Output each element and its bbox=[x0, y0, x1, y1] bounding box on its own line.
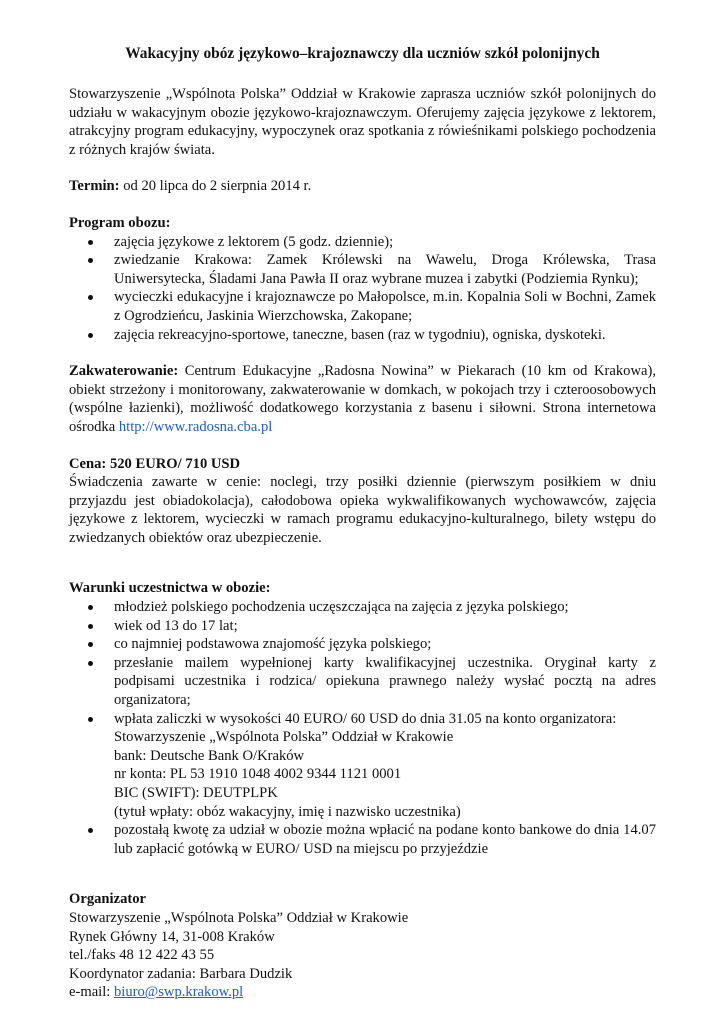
warunki-item: wiek od 13 do 17 lat; bbox=[69, 617, 656, 636]
bullet-icon bbox=[88, 333, 93, 338]
zakwaterowanie-label: Zakwaterowanie: bbox=[69, 363, 179, 380]
warunki-item: pozostałą kwotę za udział w obozie można wpłacić na podane konto bankowe do dnia 14.07 lub zapłacić gotówką w EURO/ USD na miejscu po przyjeździe bbox=[69, 821, 656, 858]
warunki-item: młodzież polskiego pochodzenia uczęszczająca na zajęcia z języka polskiego; bbox=[69, 598, 656, 617]
bank-swift: BIC (SWIFT): DEUTPLPK bbox=[114, 785, 278, 801]
warunki-item: co najmniej podstawowa znajomość języka polskiego; bbox=[69, 635, 656, 654]
warunki-heading: Warunki uczestnictwa w obozie: bbox=[69, 580, 271, 597]
intro-paragraph: Stowarzyszenie „Wspólnota Polska” Oddział w Krakowie zaprasza uczniów szkół polonijnych do udziału w wakacyjnym obozie językowo-krajoznawczym. Oferujemy zajęcia językowe z lektorem, atrakcyjny program edukacyjny, wypoczynek oraz spotkania z rówieśnikami polskiego pochodzenia z różnych krajów świata. bbox=[69, 86, 656, 158]
organizator-email-line bbox=[69, 983, 656, 1002]
bullet-icon bbox=[88, 642, 93, 647]
bullet-icon bbox=[88, 661, 93, 666]
bank-account-holder: Stowarzyszenie „Wspólnota Polska” Oddział w Krakowie bbox=[114, 729, 454, 746]
bullet-icon bbox=[88, 717, 93, 722]
email-link[interactable]: biuro@swp.krakow.pl bbox=[113, 984, 244, 1001]
document-title: Wakacyjny obóz językowo–krajoznawczy dla uczniów szkół polonijnych bbox=[125, 45, 600, 62]
bullet-icon bbox=[88, 605, 93, 610]
program-list bbox=[69, 233, 656, 345]
warunki-item: przesłanie mailem wypełnionej karty kwalifikacyjnej uczestnika. Oryginał karty z podpisami uczestnika i rodzica/ opiekuna prawnego należy wysłać pocztą na adres organizatora; bbox=[69, 654, 656, 710]
program-item: zajęcia rekreacyjno-sportowe, taneczne, basen (raz w tygodniu), ogniska, dyskoteki. bbox=[69, 326, 656, 345]
organizator-address: Rynek Główny 14, 31-008 Kraków bbox=[69, 928, 275, 945]
bullet-icon bbox=[88, 240, 93, 245]
document-content bbox=[69, 44, 656, 1002]
program-item: wycieczki edukacyjne i krajoznawcze po Małopolsce, m.in. Kopalnia Soli w Bochni, Zamek z Ogrodzieńcu, Jaskinia Wierzchowska, Zakopane; bbox=[69, 288, 656, 325]
termin-line bbox=[69, 177, 656, 196]
warunki-list bbox=[69, 598, 656, 858]
organizator-coordinator: Koordynator zadania: Barbara Dudzik bbox=[69, 965, 293, 982]
bullet-icon bbox=[88, 624, 93, 629]
bank-account-number: nr konta: PL 53 1910 1048 4002 9344 1121 0001 bbox=[114, 766, 402, 783]
warunki-item: wpłata zaliczki w wysokości 40 EURO/ 60 USD do dnia 31.05 na konto organizatora: Stowarzyszenie „Wspólnota Polska” Oddział w Krakowie bank: Deutsche Bank O/Kraków nr konta: PL 53 1910 1048 4002 9344 1121 0001 BIC (SWIFT): DEUTPLPK (tytuł wpłaty: obóz wakacyjny, imię i nazwisko uczestnika) bbox=[69, 710, 656, 822]
bullet-icon bbox=[88, 258, 93, 263]
cena-heading: Cena: 520 EURO/ 710 USD bbox=[69, 455, 241, 472]
zakwaterowanie-paragraph bbox=[69, 362, 656, 436]
bullet-icon bbox=[88, 295, 93, 300]
organizator-line: Stowarzyszenie „Wspólnota Polska” Oddział w Krakowie bbox=[69, 909, 409, 926]
program-heading: Program obozu: bbox=[69, 214, 171, 231]
program-item: zwiedzanie Krakowa: Zamek Królewski na Wawelu, Droga Królewska, Trasa Uniwersytecka, Śladami Jana Pawła II oraz wybrane muzea i zabytki (Podziemia Rynku); bbox=[69, 251, 656, 288]
organizator-heading: Organizator bbox=[69, 891, 147, 908]
zakwaterowanie-text: Centrum Edukacyjne „Radosna Nowina” w Piekarach (10 km od Krakowa), obiekt strzeżony i monitorowany, zakwaterowanie w domkach, w pokojach trzy i czteroosobowych (wspólne łazienki), możliwość dodatkowego korzystania z basenu i siłowni. Strona internetowa ośrodka bbox=[69, 363, 656, 435]
program-item: zajęcia językowe z lektorem (5 godz. dziennie); bbox=[69, 233, 656, 252]
termin-value: od 20 lipca do 2 sierpnia 2014 r. bbox=[119, 178, 312, 195]
termin-label: Termin: bbox=[69, 178, 120, 195]
organizator-phone: tel./faks 48 12 422 43 55 bbox=[69, 947, 215, 964]
bullet-icon bbox=[88, 828, 93, 833]
email-label: e-mail: bbox=[69, 984, 114, 1001]
cena-paragraph: Świadczenia zawarte w cenie: noclegi, trzy posiłki dziennie (pierwszym posiłkiem w dniu przyjazdu jest obiadokolacja), całodobowa opieka wykwalifikowanych wychowawców, zajęcia językowe z lektorem, wycieczki w ramach programu edukacyjno-kulturalnego, bilety wstępu do zwiedzanych obiektów oraz ubezpieczenie. bbox=[69, 474, 656, 546]
payment-title: (tytuł wpłaty: obóz wakacyjny, imię i nazwisko uczestnika) bbox=[114, 803, 461, 820]
bank-name: bank: Deutsche Bank O/Kraków bbox=[114, 747, 305, 764]
website-link[interactable]: http://www.radosna.cba.pl bbox=[118, 418, 273, 435]
